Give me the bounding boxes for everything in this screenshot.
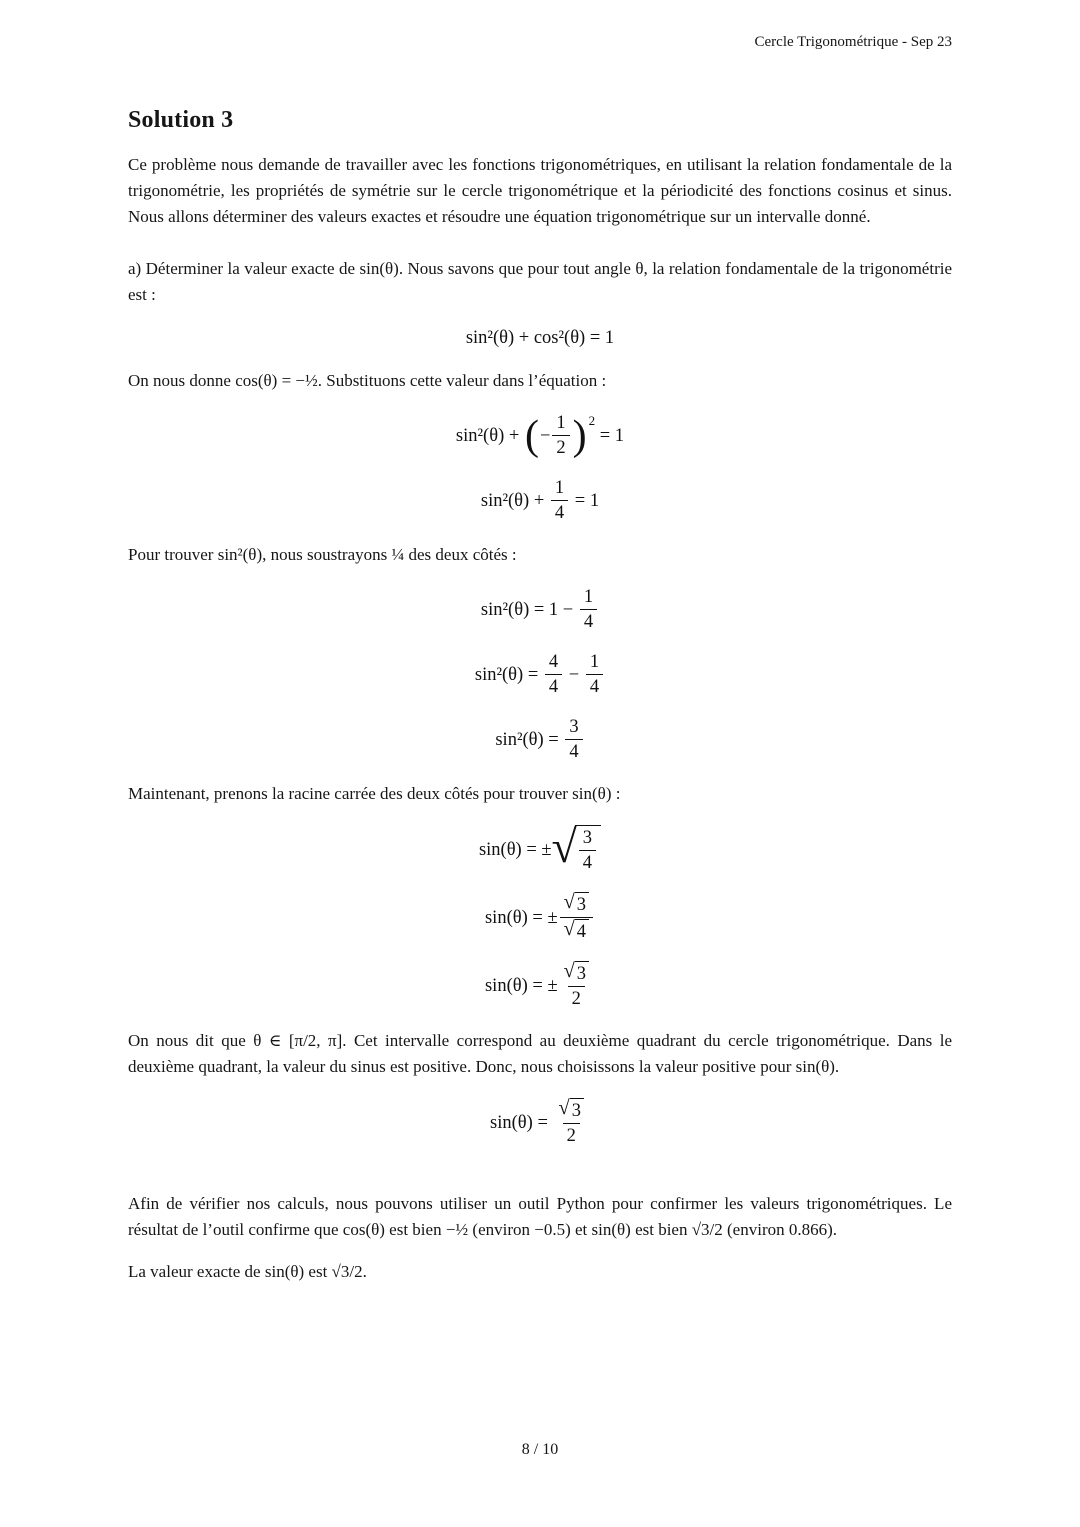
fraction: √ 3 2 bbox=[560, 961, 593, 1010]
equation-subtract-step2: sin²(θ) = $\frac{4}{4}$ − $\frac{1}{4}$ bbox=[128, 651, 952, 698]
substitution-paragraph: On nous donne cos(θ) = −½. Substituons cette valeur dans l’équation : bbox=[128, 371, 607, 390]
equation-sqrt-step2: sin(θ) = ± √ 3 √ 4 bbox=[128, 892, 952, 943]
square-root bbox=[551, 821, 602, 874]
verification-paragraph: Afin de vérifier nos calculs, nous pouvons utiliser un outil Python pour confirmer les valeurs trigonométriques. Le résultat de l’outil confirme que cos(θ) est bien −½ (environ −0.5) et sin(θ) est bien √3/2 (environ 0.866). bbox=[128, 1194, 952, 1239]
fraction: √ 3 2 bbox=[555, 1098, 588, 1147]
page-header bbox=[128, 34, 952, 51]
fraction: $\frac{1}{4}$ bbox=[580, 586, 597, 633]
fraction: $\frac{4}{4}$ bbox=[545, 651, 562, 698]
fraction bbox=[560, 892, 593, 943]
section-title: Solution 3 bbox=[128, 107, 234, 133]
equation-sqrt-step1: sin(θ) = ± √ $\frac{3}{4}$ bbox=[128, 825, 952, 874]
fraction: $\frac{1}{4}$ bbox=[586, 651, 603, 698]
square-root-paragraph: Maintenant, prenons la racine carrée des deux côtés pour trouver sin(θ) : bbox=[128, 784, 621, 803]
fraction: $\frac{1}{4}$ bbox=[551, 477, 568, 524]
quadrant-paragraph: On nous dit que θ ∈ [π/2, π]. Cet intervalle correspond au deuxième quadrant du cercle trigonométrique. Dans le deuxième quadrant, la valeur du sinus est positive. Donc, nous choisissons la valeur positive pour sin(θ). bbox=[128, 1031, 952, 1076]
equation-final-result: sin(θ) = √ 3 2 bbox=[128, 1098, 952, 1147]
intro-paragraph: Ce problème nous demande de travailler avec les fonctions trigonométriques, en utilisant la relation fondamentale de la trigonométrie, les propriétés de symétrie sur le cercle trigonométrique et la périodicité des fonctions cosinus et sinus. Nous allons déterminer des valeurs exactes et résoudre une équation trigonométrique sur un intervalle donné. bbox=[128, 155, 952, 226]
equation-subtract-step3: sin²(θ) = $\frac{3}{4}$ bbox=[128, 716, 952, 763]
square-root: √ 3 bbox=[564, 892, 589, 916]
subtract-paragraph: Pour trouver sin²(θ), nous soustrayons ¼ des deux côtés : bbox=[128, 545, 517, 564]
equation-substitution: sin²(θ) + ( − $\frac{1}{2}$ ) $^2$ = 1 bbox=[455, 412, 625, 459]
part-a-paragraph: a) Déterminer la valeur exacte de sin(θ). Nous savons que pour tout angle θ, la relation fondamentale de la trigonométrie est : bbox=[128, 259, 952, 304]
equation-quarter: sin²(θ) + $\frac{1}{4}$ = 1 bbox=[480, 478, 600, 523]
page-number: 8 / 10 bbox=[521, 1441, 559, 1458]
page-footer bbox=[0, 1441, 1080, 1459]
radical-sign: √ bbox=[563, 891, 575, 913]
square-root: √ 3 bbox=[559, 1098, 584, 1122]
square-root: √ 4 bbox=[564, 919, 589, 943]
radical-sign: √ bbox=[551, 821, 577, 872]
equation-pythagorean-identity: sin²(θ) + cos²(θ) = 1 bbox=[465, 328, 615, 348]
fraction: $\frac{3}{4}$ bbox=[579, 827, 596, 874]
equation-sqrt-step3: sin(θ) = ± √ 3 2 bbox=[128, 961, 952, 1010]
fraction: $\frac{3}{4}$ bbox=[565, 716, 582, 763]
equation-subtract-step1: sin²(θ) = 1 − $\frac{1}{4}$ bbox=[128, 586, 952, 633]
radical-sign: √ bbox=[563, 960, 575, 982]
square-root: √ 3 bbox=[564, 961, 589, 985]
header-title: Cercle Trigonométrique - Sep 23 bbox=[754, 34, 952, 50]
radical-sign: √ bbox=[563, 918, 575, 940]
radical-sign: √ bbox=[558, 1097, 570, 1119]
conclusion-paragraph: La valeur exacte de sin(θ) est √3/2. bbox=[128, 1262, 367, 1281]
fraction: $\frac{1}{2}$ bbox=[552, 412, 569, 459]
